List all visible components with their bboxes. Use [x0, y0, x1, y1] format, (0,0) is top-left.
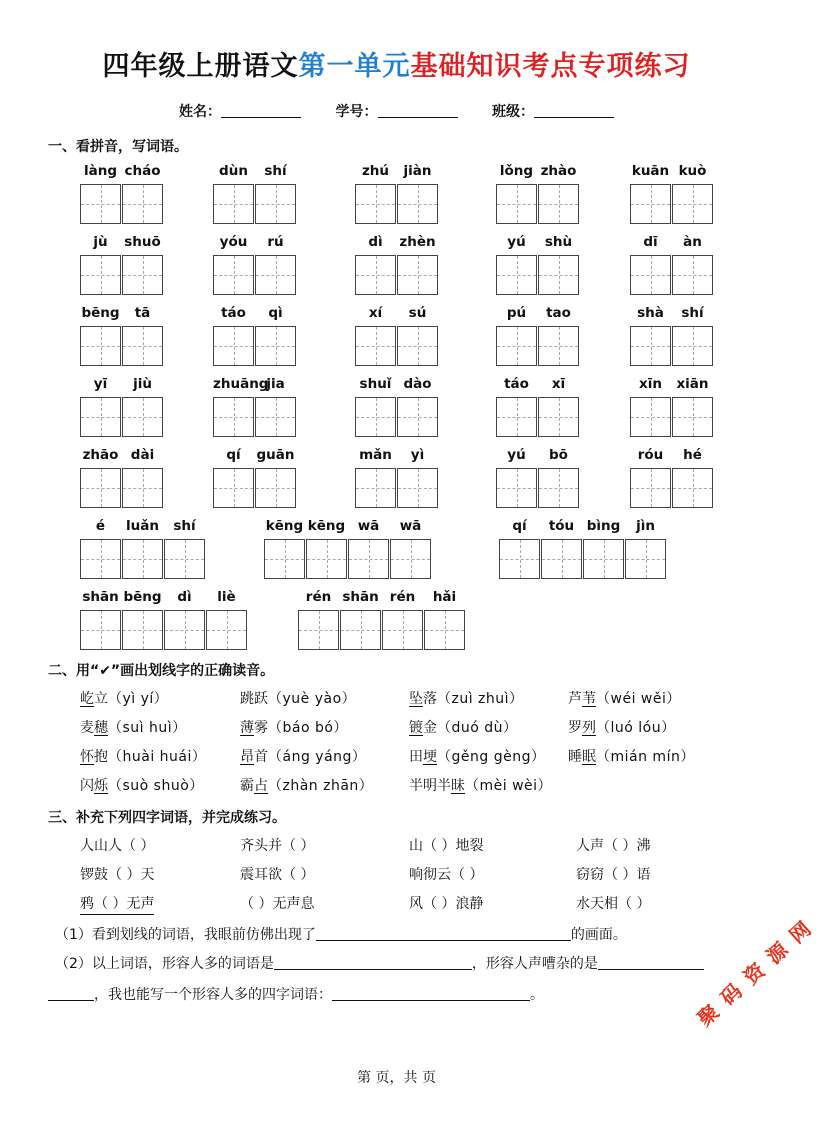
writing-box[interactable] [672, 184, 713, 224]
writing-box[interactable] [630, 255, 671, 295]
pinyin-word-group [496, 447, 580, 508]
writing-box[interactable] [630, 397, 671, 437]
name-field[interactable] [221, 103, 301, 118]
pinyin-syllable: é [95, 518, 106, 534]
writing-box[interactable] [122, 468, 163, 508]
underlined-char: 苇 [582, 691, 596, 707]
idiom-fill-item[interactable]: 鸦（ ）无声 [80, 893, 154, 915]
pinyin-syllable: hǎi [432, 589, 457, 605]
pinyin-word-group [355, 447, 439, 508]
writing-box[interactable] [541, 539, 582, 579]
name-label: 姓名： [179, 104, 222, 120]
pinyin-syllable: táo [221, 305, 246, 321]
writing-box[interactable] [348, 539, 389, 579]
pinyin-word-group [355, 234, 439, 295]
reading-choice-item[interactable]: 睡眠（mián mín） [568, 749, 695, 765]
q1-answer-blank[interactable] [316, 926, 571, 941]
pinyin-word-group [496, 163, 580, 224]
pinyin-syllable: zhāo [82, 447, 119, 463]
writing-box[interactable] [538, 326, 579, 366]
pinyin-word-group [80, 376, 164, 437]
writing-box[interactable] [355, 397, 396, 437]
pinyin-syllable: kuò [678, 163, 707, 179]
writing-box[interactable] [397, 468, 438, 508]
writing-box[interactable] [397, 326, 438, 366]
pinyin-syllable: làng [83, 163, 117, 179]
writing-box[interactable] [355, 326, 396, 366]
idiom-fill-item[interactable]: 人声（ ）沸 [576, 838, 651, 854]
writing-box[interactable] [164, 610, 205, 650]
pinyin-syllable: zhèn [399, 234, 436, 250]
page-title: 四年级上册语文第一单元基础知识考点专项练习 [102, 51, 691, 82]
writing-box[interactable] [630, 184, 671, 224]
pinyin-syllable: kēng [265, 518, 304, 534]
pinyin-word-group [630, 234, 714, 295]
underlined-char: 薄 [240, 720, 254, 736]
pinyin-syllable: shà [637, 305, 664, 321]
writing-box[interactable] [397, 255, 438, 295]
page-footer: 第 页，共 页 [357, 1070, 436, 1086]
pinyin-syllable: kuān [631, 163, 670, 179]
writing-box[interactable] [672, 326, 713, 366]
pinyin-syllable: yóu [219, 234, 248, 250]
underlined-char: 眠 [582, 749, 596, 765]
pinyin-word-group [630, 305, 714, 366]
q2-answer-blank-3[interactable] [48, 986, 94, 1001]
writing-box[interactable] [630, 326, 671, 366]
writing-box[interactable] [630, 468, 671, 508]
reading-choice-item[interactable]: 镀金（duó dù） [409, 720, 518, 736]
idiom-fill-item[interactable]: 风（ ）浪静 [409, 896, 484, 912]
writing-box[interactable] [538, 468, 579, 508]
pinyin-syllable: jia [266, 376, 285, 392]
pinyin-syllable: shí [681, 305, 704, 321]
writing-box[interactable] [80, 610, 121, 650]
underlined-char: 埂 [423, 749, 437, 765]
reading-choice-item[interactable]: 坠落（zuì zhuì） [409, 691, 524, 707]
writing-box[interactable] [80, 468, 121, 508]
idiom-fill-item[interactable]: 震耳欲（ ） [240, 867, 315, 883]
pinyin-syllable: dì [177, 589, 192, 605]
writing-box[interactable] [122, 184, 163, 224]
reading-choice-item[interactable]: 芦苇（wéi wěi） [568, 691, 681, 707]
reading-choice-item[interactable]: 薄雾（báo bó） [240, 720, 348, 736]
pinyin-syllable: dùn [219, 163, 248, 179]
pinyin-syllable: yī [93, 376, 108, 392]
pinyin-word-group [213, 163, 297, 224]
reading-choice-item[interactable]: 跳跃（yuè yào） [240, 691, 357, 707]
pinyin-syllable: pú [506, 305, 527, 321]
writing-box[interactable] [80, 539, 121, 579]
writing-box[interactable] [80, 397, 121, 437]
pinyin-syllable: liè [217, 589, 236, 605]
class-field[interactable] [534, 103, 614, 118]
writing-box[interactable] [255, 326, 296, 366]
reading-choice-item[interactable]: 罗列（luó lóu） [568, 720, 676, 736]
writing-box[interactable] [397, 397, 438, 437]
writing-box[interactable] [538, 397, 579, 437]
reading-choice-item[interactable]: 田埂（gěng gèng） [409, 749, 546, 765]
idiom-fill-item[interactable]: （ ）无声息 [240, 896, 315, 912]
writing-box[interactable] [496, 397, 537, 437]
student-info [0, 101, 793, 121]
q2-answer-blank-2[interactable] [598, 955, 704, 970]
id-label: 学号： [335, 104, 378, 120]
pinyin-syllable: xiān [676, 376, 709, 392]
pinyin-syllable: guān [256, 447, 295, 463]
pinyin-word-group [630, 447, 714, 508]
pinyin-word-group [80, 234, 164, 295]
writing-box[interactable] [355, 255, 396, 295]
writing-box[interactable] [122, 610, 163, 650]
pinyin-word-group [213, 447, 297, 508]
underlined-char: 坠 [409, 691, 423, 707]
writing-box[interactable] [255, 184, 296, 224]
section1-heading: 一、看拼音，写词语。 [48, 139, 188, 155]
reading-choice-item[interactable]: 霸占（zhàn zhān） [240, 778, 374, 794]
pinyin-syllable: kēng [307, 518, 346, 534]
pinyin-word-group [496, 305, 580, 366]
pinyin-syllable: shān [342, 589, 379, 605]
idiom-fill-item[interactable]: 齐头并（ ） [240, 838, 315, 854]
pinyin-word-group [80, 589, 248, 650]
writing-box[interactable] [206, 610, 247, 650]
pinyin-syllable: tā [134, 305, 151, 321]
pinyin-syllable: bēng [81, 305, 120, 321]
pinyin-syllable: hé [683, 447, 702, 463]
pinyin-syllable: qí [512, 518, 527, 534]
reading-choice-item[interactable]: 麦穗（suì huì） [80, 720, 187, 736]
pinyin-word-group [355, 305, 439, 366]
writing-box[interactable] [382, 610, 423, 650]
pinyin-syllable: zhuāng [213, 376, 269, 392]
pinyin-word-group [213, 305, 297, 366]
pinyin-word-group [80, 518, 206, 579]
writing-box[interactable] [397, 184, 438, 224]
pinyin-syllable: shí [264, 163, 287, 179]
reading-choice-item[interactable]: 昂首（áng yáng） [240, 749, 367, 765]
pinyin-syllable: lǒng [499, 163, 534, 179]
pinyin-word-group [630, 376, 714, 437]
writing-box[interactable] [80, 184, 121, 224]
pinyin-syllable: sú [408, 305, 427, 321]
writing-box[interactable] [496, 255, 537, 295]
q2-answer-blank-4[interactable] [332, 986, 530, 1001]
pinyin-syllable: qí [226, 447, 241, 463]
underlined-char: 占 [254, 778, 268, 794]
pinyin-word-group [80, 163, 164, 224]
section3-heading: 三、补充下列四字词语，并完成练习。 [48, 810, 286, 826]
writing-box[interactable] [390, 539, 431, 579]
pinyin-syllable: shí [173, 518, 196, 534]
idiom-fill-item[interactable]: 人山人（ ） [80, 838, 155, 854]
pinyin-word-group [80, 447, 164, 508]
idiom-fill-item[interactable]: 山（ ）地裂 [409, 838, 484, 854]
pinyin-syllable: xī [551, 376, 566, 392]
pinyin-syllable: yú [507, 447, 526, 463]
underlined-char: 镀 [409, 720, 423, 736]
writing-box[interactable] [355, 184, 396, 224]
pinyin-syllable: yì [410, 447, 425, 463]
pinyin-syllable: rén [305, 589, 332, 605]
pinyin-syllable: wā [357, 518, 380, 534]
pinyin-syllable: róu [637, 447, 664, 463]
pinyin-word-group [264, 518, 432, 579]
pinyin-word-group [499, 518, 667, 579]
writing-box[interactable] [213, 184, 254, 224]
pinyin-syllable: tao [546, 305, 571, 321]
writing-box[interactable] [340, 610, 381, 650]
pinyin-syllable: rú [267, 234, 284, 250]
idiom-fill-item[interactable]: 响彻云（ ） [409, 867, 484, 883]
writing-box[interactable] [499, 539, 540, 579]
pinyin-syllable: wā [399, 518, 422, 534]
pinyin-syllable: tóu [548, 518, 575, 534]
writing-box[interactable] [255, 397, 296, 437]
writing-box[interactable] [122, 326, 163, 366]
writing-box[interactable] [672, 468, 713, 508]
question-2: （2）以上词语，形容人多的词语是 ，形容人声嘈杂的是 [55, 953, 704, 973]
underlined-char: 列 [582, 720, 596, 736]
writing-box[interactable] [355, 468, 396, 508]
writing-box[interactable] [538, 255, 579, 295]
id-field[interactable] [378, 103, 458, 118]
reading-choice-item[interactable]: 怀抱（huài huái） [80, 749, 207, 765]
writing-box[interactable] [255, 468, 296, 508]
idiom-fill-item[interactable]: 窃窃（ ）语 [576, 867, 651, 883]
pinyin-word-group [630, 163, 714, 224]
writing-box[interactable] [583, 539, 624, 579]
pinyin-syllable: àn [683, 234, 702, 250]
writing-box[interactable] [80, 326, 121, 366]
pinyin-word-group [355, 163, 439, 224]
pinyin-syllable: shù [544, 234, 573, 250]
section2-heading: 二、用“✔”画出划线字的正确读音。 [48, 663, 275, 679]
pinyin-syllable: dī [643, 234, 658, 250]
writing-box[interactable] [213, 397, 254, 437]
writing-box[interactable] [213, 326, 254, 366]
pinyin-syllable: jiàn [403, 163, 432, 179]
class-label: 班级： [491, 104, 534, 120]
q2-answer-blank-1[interactable] [274, 955, 472, 970]
underlined-char: 烁 [94, 778, 108, 794]
writing-box[interactable] [538, 184, 579, 224]
writing-box[interactable] [496, 468, 537, 508]
writing-box[interactable] [255, 255, 296, 295]
pinyin-syllable: bìng [586, 518, 621, 534]
writing-box[interactable] [424, 610, 465, 650]
writing-box[interactable] [306, 539, 347, 579]
pinyin-syllable: rén [389, 589, 416, 605]
writing-box[interactable] [672, 397, 713, 437]
pinyin-word-group [355, 376, 439, 437]
pinyin-word-group [496, 376, 580, 437]
underlined-char: 屹 [80, 691, 94, 707]
pinyin-syllable: jù [93, 234, 108, 250]
writing-box[interactable] [80, 255, 121, 295]
question-2-cont: ，我也能写一个形容人多的四字词语： 。 [48, 984, 544, 1004]
pinyin-syllable: cháo [124, 163, 161, 179]
writing-box[interactable] [496, 326, 537, 366]
writing-box[interactable] [213, 255, 254, 295]
reading-choice-item[interactable]: 屹立（yì yí） [80, 691, 169, 707]
pinyin-syllable: dài [130, 447, 155, 463]
writing-box[interactable] [164, 539, 205, 579]
writing-box[interactable] [496, 184, 537, 224]
pinyin-syllable: mǎn [359, 447, 392, 463]
reading-choice-item[interactable]: 半明半昧（mèi wèi） [409, 778, 553, 794]
pinyin-word-group [298, 589, 466, 650]
pinyin-syllable: shuō [124, 234, 161, 250]
underlined-char: 昧 [451, 778, 465, 794]
pinyin-syllable: xīn [639, 376, 662, 392]
pinyin-word-group [496, 234, 580, 295]
writing-box[interactable] [625, 539, 666, 579]
writing-box[interactable] [213, 468, 254, 508]
pinyin-syllable: shān [82, 589, 119, 605]
pinyin-syllable: jìn [636, 518, 655, 534]
pinyin-syllable: luǎn [126, 518, 159, 534]
underlined-char: 昂 [240, 749, 254, 765]
pinyin-syllable: bō [549, 447, 568, 463]
reading-choice-item[interactable]: 闪烁（suò shuò） [80, 778, 204, 794]
pinyin-syllable: shuǐ [359, 376, 392, 392]
writing-box[interactable] [122, 397, 163, 437]
pinyin-word-group [80, 305, 164, 366]
pinyin-syllable: bēng [123, 589, 162, 605]
pinyin-word-group [213, 234, 297, 295]
writing-box[interactable] [264, 539, 305, 579]
question-1: （1）看到划线的词语，我眼前仿佛出现了 的画面。 [55, 927, 627, 943]
writing-box[interactable] [122, 539, 163, 579]
pinyin-syllable: qì [268, 305, 283, 321]
pinyin-syllable: dào [403, 376, 432, 392]
pinyin-syllable: xí [368, 305, 383, 321]
writing-box[interactable] [298, 610, 339, 650]
idiom-fill-item[interactable]: 锣鼓（ ）天 [80, 867, 155, 883]
pinyin-syllable: dì [368, 234, 383, 250]
underlined-char: 穗 [94, 720, 108, 736]
pinyin-syllable: táo [504, 376, 529, 392]
pinyin-word-group [213, 376, 297, 437]
watermark-stamp: 聚 码 资 源 网 [692, 915, 818, 1031]
pinyin-syllable: zhào [540, 163, 577, 179]
pinyin-syllable: jiù [133, 376, 152, 392]
pinyin-syllable: yú [507, 234, 526, 250]
writing-box[interactable] [122, 255, 163, 295]
underlined-char: 怀 [80, 749, 94, 765]
pinyin-syllable: zhú [361, 163, 390, 179]
writing-box[interactable] [672, 255, 713, 295]
idiom-fill-item[interactable]: 水天相（ ） [576, 896, 651, 912]
